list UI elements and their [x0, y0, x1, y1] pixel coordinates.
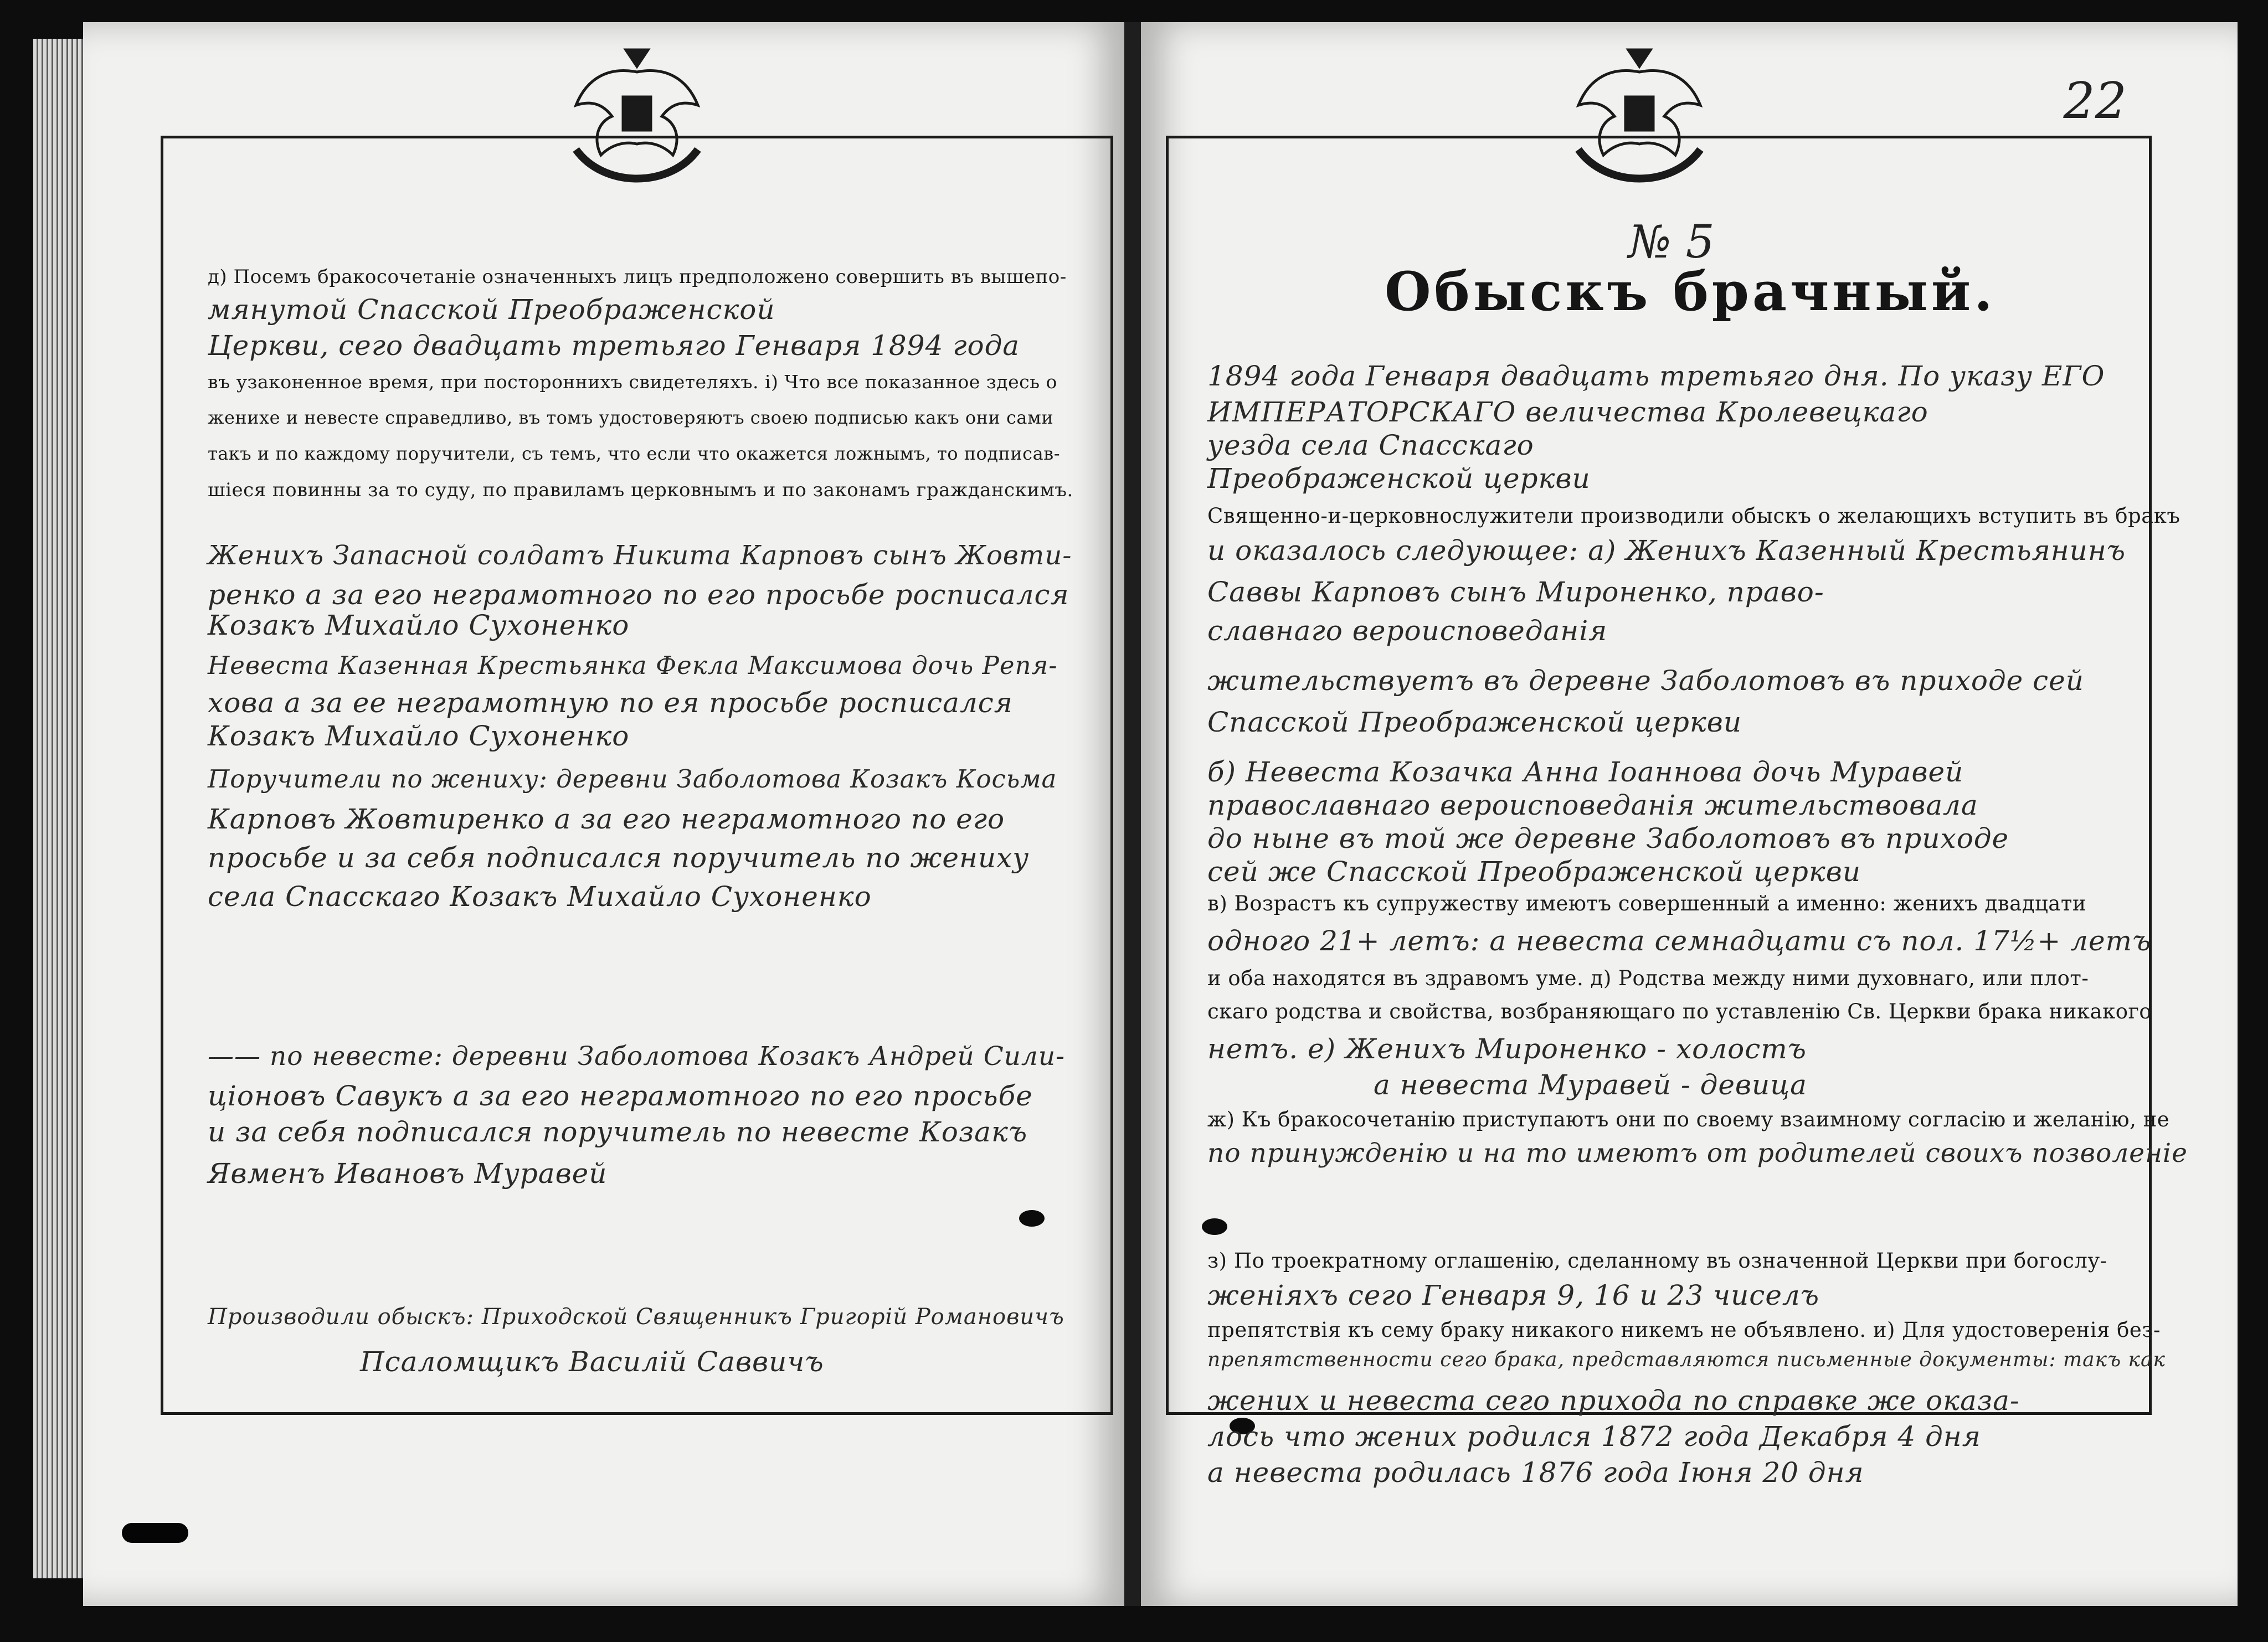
right-line: ж) Къ бракосочетанію приступаютъ они по своему взаимному согласію и желанію, не [1207, 1108, 2170, 1131]
right-line: 1894 года Генваря двадцать третьяго дня. По указу ЕГО [1207, 360, 2105, 392]
right-line: б) Невеста Козачка Анна Іоаннова дочь Муравей [1207, 756, 1964, 788]
left-line: хова а за ее неграмотную по ея просьбе росписался [208, 687, 1013, 719]
right-line: а невеста родилась 1876 года Іюня 20 дня [1207, 1456, 1864, 1489]
right-line: Спасской Преображенской церкви [1207, 706, 1742, 738]
left-line: Козакъ Михайло Сухоненко [208, 609, 630, 641]
double-headed-eagle-icon [559, 44, 714, 188]
left-line: Церкви, сего двадцать третьяго Генваря 1894 года [208, 330, 1020, 362]
right-line: и оба находятся въ здравомъ уме. д) Родства между ними духовнаго, или плот- [1207, 966, 2089, 990]
right-line: и оказалось следующее: а) Женихъ Казенный Крестьянинъ [1207, 534, 2126, 567]
document-title: Обыскъ брачный. [1385, 260, 1996, 323]
page-number: 22 [2063, 72, 2127, 130]
right-line: славнаго вероисповеданія [1207, 615, 1608, 647]
left-line: Карповъ Жовтиренко а за его неграмотного по его [208, 803, 1005, 835]
left-line: Псаломщикъ Василій Саввичъ [360, 1346, 824, 1378]
left-line: въ узаконенное время, при постороннихъ свидетеляхъ. і) Что все показанное здесь о [208, 371, 1057, 393]
right-line: препятственности сего брака, представляются письменные документы: такъ как [1207, 1348, 2166, 1371]
left-line: Козакъ Михайло Сухоненко [208, 720, 630, 752]
left-line: женихе и невесте справедливо, въ томъ удостоверяютъ своею подписью какъ они сами [208, 407, 1054, 428]
right-line: по принужденію и на то имеютъ от родителей своихъ позволеніе [1207, 1138, 2188, 1169]
binding-hole [122, 1523, 188, 1543]
book-gutter [1124, 22, 1141, 1606]
record-number: № 5 [1628, 216, 1715, 269]
right-line: ИМПЕРАТОРСКАГО величества Кролевецкаго [1207, 396, 1928, 428]
right-line: православнаго вероисповеданія жительствовала [1207, 789, 1978, 821]
right-line: Священно-и-церковнослужители производили обыскъ о желающихъ вступить въ бракъ [1207, 504, 2180, 528]
left-line: Поручители по жениху: деревни Заболотова Козакъ Косьма [208, 764, 1057, 794]
left-line: мянутой Спасской Преображенской [208, 294, 775, 326]
right-line: до ныне въ той же деревне Заболотовъ въ приходе [1207, 822, 2009, 855]
right-line: препятствія къ сему браку никакого никемъ не объявлено. и) Для удостоверенія без- [1207, 1318, 2161, 1342]
right-line: нетъ. е) Женихъ Мироненко - холостъ [1207, 1033, 1807, 1065]
double-headed-eagle-icon [1562, 44, 1717, 188]
left-line: ренко а за его неграмотного по его просьбе росписался [208, 579, 1069, 611]
right-line: а невеста Муравей - девица [1374, 1069, 1807, 1101]
ink-blot [1202, 1218, 1227, 1235]
left-line: ціоновъ Савукъ а за его неграмотного по его просьбе [208, 1080, 1033, 1112]
right-line: в) Возрастъ къ супружеству имеютъ совершенный а именно: женихъ двадцати [1207, 892, 2086, 915]
right-line: уезда села Спасскаго [1207, 429, 1534, 461]
right-page [1141, 22, 2238, 1606]
right-line: Преображенской церкви [1207, 462, 1591, 495]
left-line: шіеся повинны за то суду, по правиламъ церковнымъ и по законамъ гражданскимъ. [208, 479, 1073, 501]
right-line: одного 21+ летъ: а невеста семнадцати съ пол. 17½+ летъ [1207, 925, 2152, 957]
right-line: жительствуетъ въ деревне Заболотовъ въ приходе сей [1207, 665, 2084, 697]
left-line: д) Посемъ бракосочетаніе означенныхъ лицъ предположено совершить въ вышепо- [208, 266, 1067, 288]
left-line: и за себя подписался поручитель по невесте Козакъ [208, 1116, 1028, 1148]
left-page [83, 22, 1124, 1606]
left-line: —— по невесте: деревни Заболотова Козакъ Андрей Сили- [208, 1041, 1066, 1072]
right-line: лось что жених родился 1872 года Декабря 4 дня [1207, 1420, 1981, 1453]
right-line: жених и невеста сего прихода по справке же оказа- [1207, 1384, 2020, 1417]
right-line: Саввы Карповъ сынъ Мироненко, право- [1207, 576, 1824, 608]
left-line: такъ и по каждому поручители, съ темъ, что если что окажется ложнымъ, то подписав- [208, 443, 1060, 464]
left-line: Явменъ Ивановъ Муравей [208, 1157, 608, 1190]
left-line: села Спасскаго Козакъ Михайло Сухоненко [208, 881, 872, 913]
page-edges [33, 39, 83, 1578]
left-line: просьбе и за себя подписался поручитель по жениху [208, 842, 1030, 874]
left-line: Производили обыскъ: Приходской Священникъ Григорій Романовичъ [208, 1304, 1064, 1330]
right-line: женіяхъ сего Генваря 9, 16 и 23 чиселъ [1207, 1279, 1820, 1311]
left-line: Невеста Казенная Крестьянка Феклa Максимова дочь Репя- [208, 651, 1058, 680]
left-line: Женихъ Запасной солдатъ Никита Карповъ сынъ Жовти- [208, 540, 1072, 571]
right-line: скаго родства и свойства, возбраняющаго по уставленію Св. Церкви брака никакого [1207, 1000, 2152, 1023]
ink-blot [1019, 1210, 1045, 1227]
right-line: сей же Спасской Преображенской церкви [1207, 856, 1861, 888]
right-line: з) По троекратному оглашенію, сделанному въ означенной Церкви при богослу- [1207, 1249, 2107, 1273]
